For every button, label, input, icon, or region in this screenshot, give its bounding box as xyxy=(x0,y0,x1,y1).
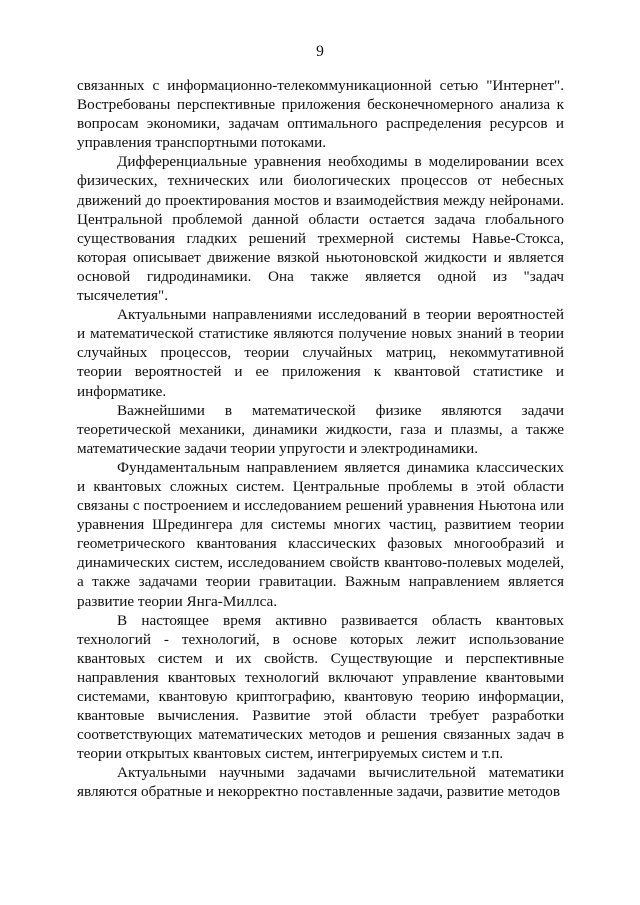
page-number: 9 xyxy=(316,43,324,60)
body-text xyxy=(77,76,564,802)
paragraph-quantum-technologies: В настоящее время активно развивается область квантовых технологий - технологий, в основе которых лежит использование квантовых систем и их свойств. Существующие и перспективные направления квантовых технологий включают управление квантовыми системами, квантовую криптографию, квантовую теорию информации, квантовые вычисления. Развитие этой области требует разработки соответствующих математических методов и решения связанных задач в теории открытых квантовых систем, интегрируемых систем и т.п. xyxy=(77,611,564,763)
paragraph-continuation: связанных с информационно-телекоммуникационной сетью "Интернет". Востребованы перспективные приложения бесконечномерного анализа к вопросам экономики, задачам оптимального распределения ресурсов и управления транспортными потоками. xyxy=(77,77,564,152)
paragraph-complex-systems-dynamics: Фундаментальным направлением является динамика классических и квантовых сложных систем. Центральные проблемы в этой области связаны с построением и исследованием решений уравнения Ньютона или уравнения Шредингера для системы многих частиц, развитием теории геометрического квантования классических фазовых многообразий и динамических систем, исследованием свойств квантово-полевых моделей, а также задачами теории гравитации. Важным направлением является развитие теории Янга-Миллса. xyxy=(77,458,564,610)
paragraph-computational-mathematics: Актуальными научными задачами вычислительной математики являются обратные и некорректно поставленные задачи, развитие методов xyxy=(77,764,564,801)
paragraph-differential-equations: Дифференциальные уравнения необходимы в моделировании всех физических, технических или биологических процессов от небесных движений до проектирования мостов и взаимодействия между нейронами. Центральной проблемой данной области остается задача глобального существования гладких решений трехмерной системы Навье-Стокса, которая описывает движение вязкой ньютоновской жидкости и является основой гидродинамики. Она также является одной из "задач тысячелетия". xyxy=(77,153,564,305)
paragraph-mathematical-physics: Важнейшими в математической физике являются задачи теоретической механики, динамики жидкости, газа и плазмы, а также математические задачи теории упругости и электродинамики. xyxy=(77,401,564,457)
paragraph-probability-theory: Актуальными направлениями исследований в теории вероятностей и математической статистике являются получение новых знаний в теории случайных процессов, теории случайных матриц, некоммутативной теории вероятностей и ее приложения к квантовой статистике и информатике. xyxy=(77,306,564,400)
